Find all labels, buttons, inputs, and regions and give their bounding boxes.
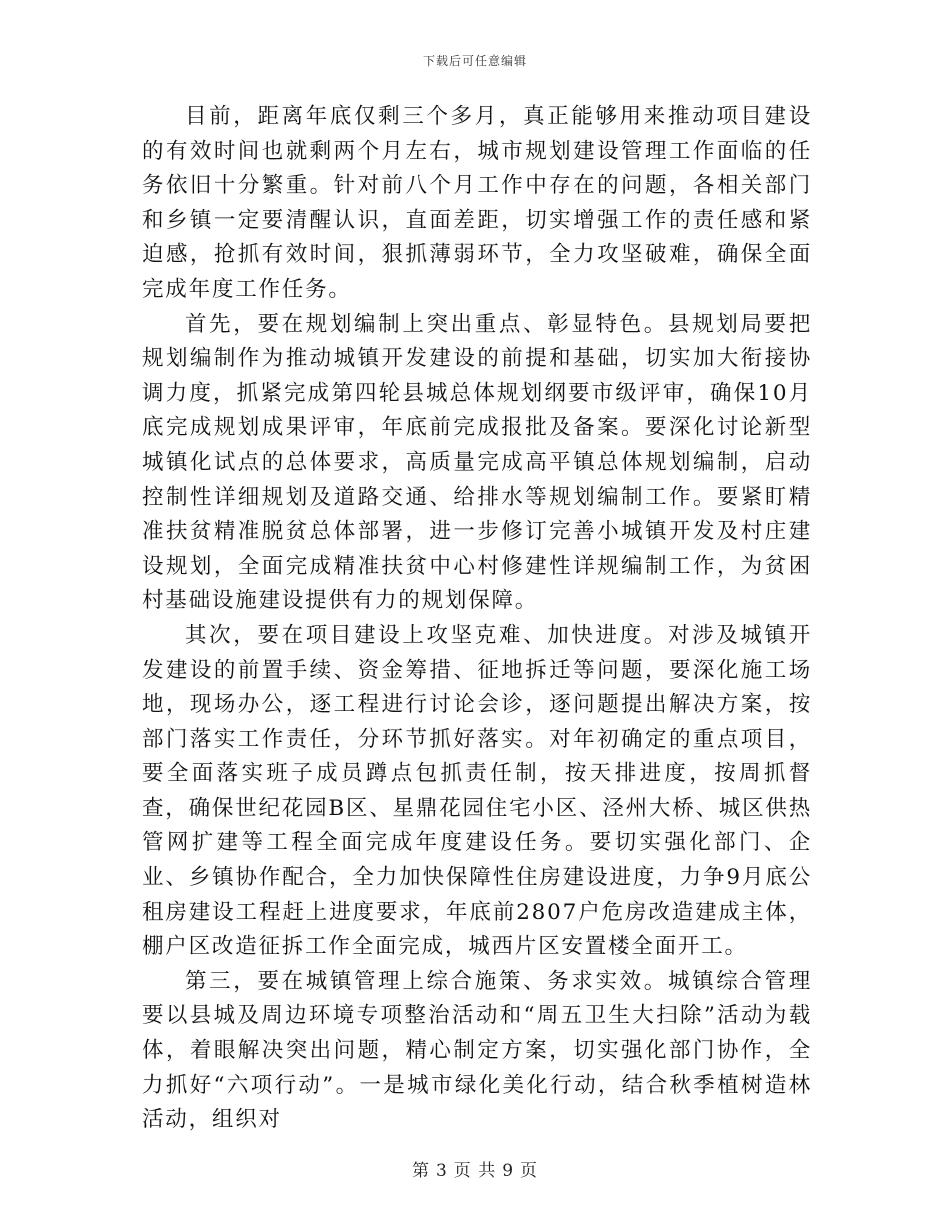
document-body (142, 100, 812, 1138)
paragraph-planning: 首先，要在规划编制上突出重点、彰显特色。县规划局要把规划编制作为推动城镇开发建设的前提和基础，切实加大衔接协调力度，抓紧完成第四轮县城总体规划纲要市级评审，确保10月底完成规划成果评审，年底前完成报批及备案。要深化讨论新型城镇化试点的总体要求，高质量完成高平镇总体规划编制，启动控制性详细规划及道路交通、给排水等规划编制工作。要紧盯精准扶贫精准脱贫总体部署，进一步修订完善小城镇开发及村庄建设规划，全面完成精准扶贫中心村修建性详规编制工作，为贫困村基础设施建设提供有力的规划保障。 (142, 311, 812, 614)
footer-mid: 页 共 (453, 1161, 497, 1181)
current-page-number: 3 (435, 1161, 448, 1181)
page-footer (0, 1156, 950, 1181)
page-header: 下载后可任意编辑 (422, 54, 527, 68)
paragraph-management: 第三，要在城镇管理上综合施策、务求实效。城镇综合管理要以县城及周边环境专项整治活动和“周五卫生大扫除”活动为载体，着眼解决突出问题，精心制定方案，切实强化部门协作，全力抓好“六项行动”。一是城市绿化美化行动，结合秋季植树造林活动，组织对 (142, 968, 812, 1133)
footer-prefix: 第 (411, 1161, 430, 1181)
paragraph-projects: 其次，要在项目建设上攻坚克难、加快进度。对涉及城镇开发建设的前置手续、资金筹措、征地拆迁等问题，要深化施工场地，现场办公，逐工程进行讨论会诊，逐问题提出解决方案，按部门落实工作责任，分环节抓好落实。对年初确定的重点项目，要全面落实班子成员蹲点包抓责任制，按天排进度，按周抓督查，确保世纪花园B区、星鼎花园住宅小区、泾州大桥、城区供热管网扩建等工程全面完成年度建设任务。要切实强化部门、企业、乡镇协作配合，全力加快保障性住房建设进度，力争9月底公租房建设工程赶上进度要求，年底前2807户危房改造建成主体，棚户区改造征拆工作全面完成，城西片区安置楼全面开工。 (142, 622, 813, 960)
total-pages-number: 9 (502, 1161, 515, 1181)
paragraph-intro: 目前，距离年底仅剩三个多月，真正能够用来推动项目建设的有效时间也就剩两个月左右，城市规划建设管理工作面临的任务依旧十分繁重。针对前八个月工作中存在的问题，各相关部门和乡镇一定要清醒认识，直面差距，切实增强工作的责任感和紧迫感，抢抓有效时间，狠抓薄弱环节，全力攻坚破难，确保全面完成年度工作任务。 (142, 104, 812, 302)
footer-suffix: 页 (520, 1161, 539, 1181)
